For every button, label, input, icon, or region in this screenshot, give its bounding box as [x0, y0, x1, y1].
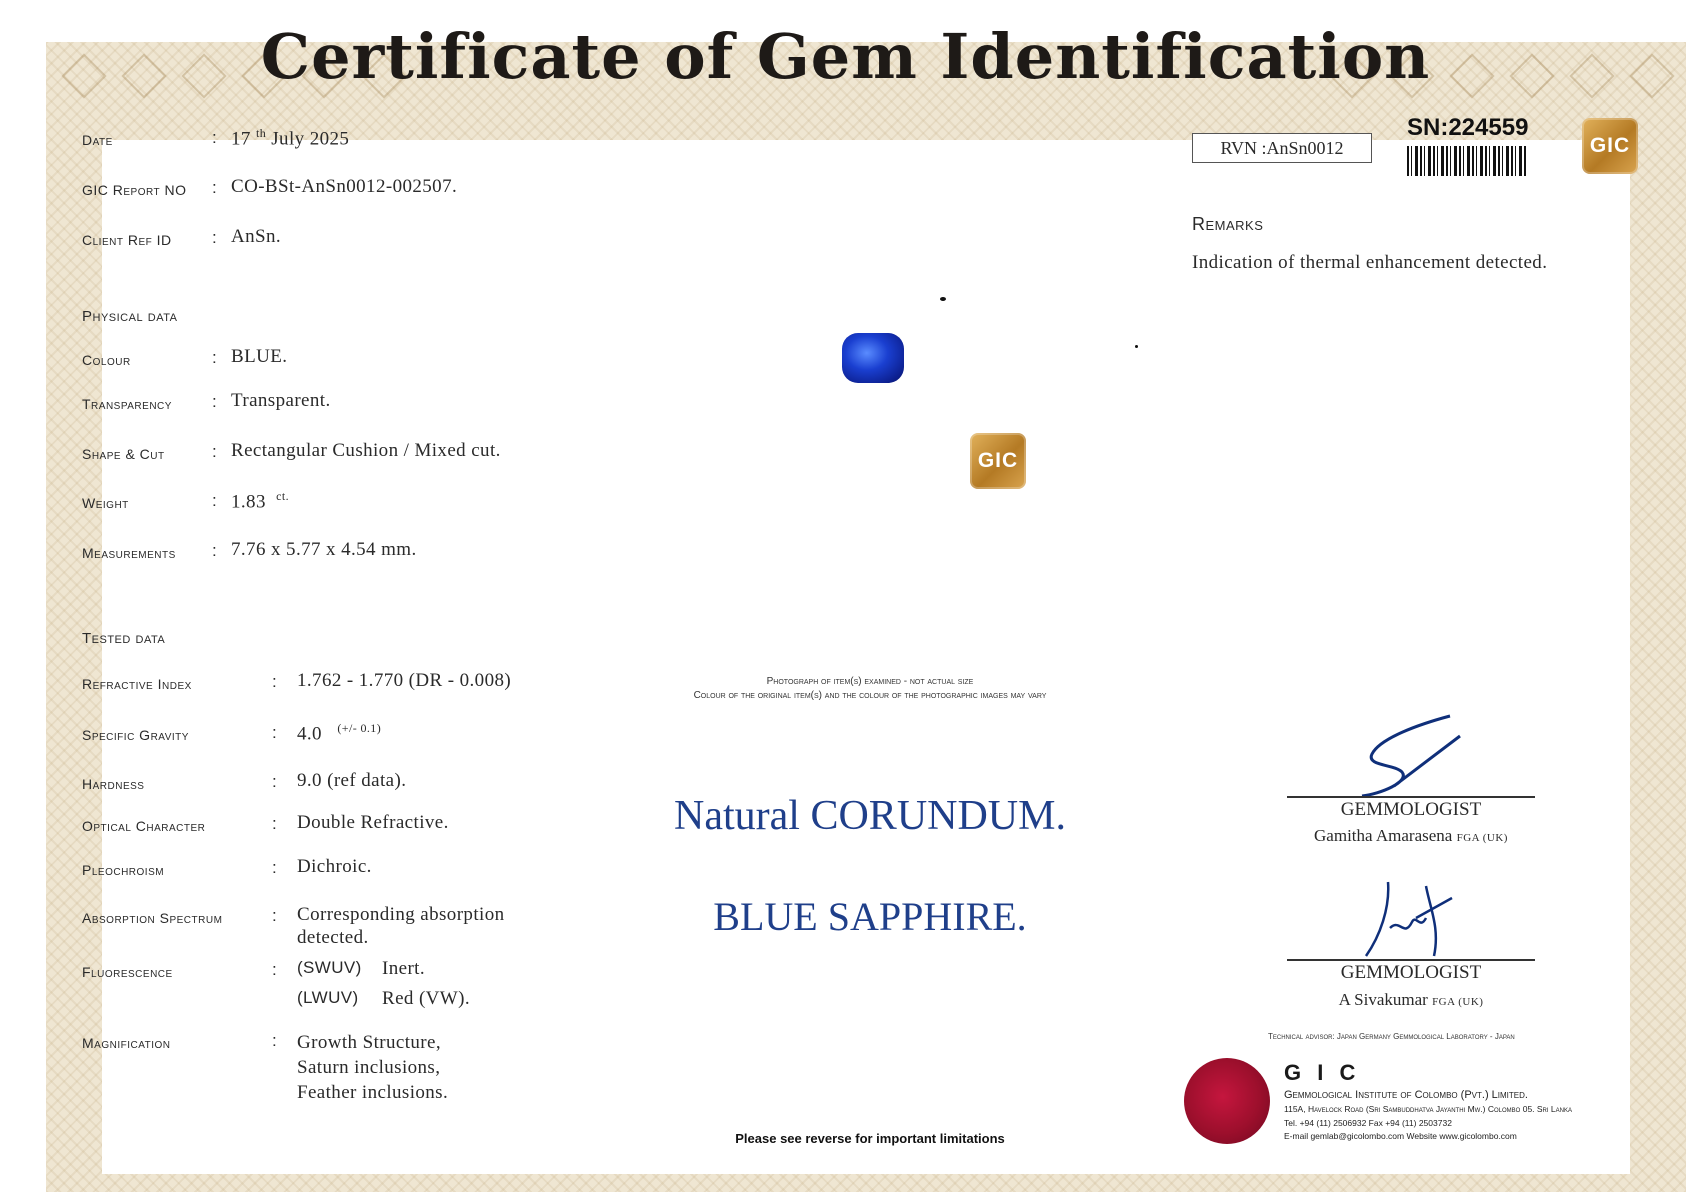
colon: : [212, 348, 217, 367]
hardness-label: Hardness [82, 776, 145, 792]
remarks-text: Indication of thermal enhancement detected. [1192, 252, 1548, 273]
magnification-line3: Feather inclusions. [297, 1082, 449, 1103]
pleochroism-value: Dichroic. [297, 856, 372, 877]
technical-advisor-note: Technical advisor: Japan Germany Gemmological Laboratory - Japan [1268, 1032, 1515, 1041]
gic-logo: G I C [1284, 1060, 1361, 1085]
tested-data-heading: Tested data [82, 630, 166, 647]
colon: : [212, 541, 217, 560]
result-species: Natural CORUNDUM. [674, 793, 1066, 839]
certificate-title: Certificate of Gem Identification [260, 20, 1431, 93]
photo-caption-line2: Colour of the original item(s) and the colour of the photographic images may vary [693, 690, 1047, 701]
colon: : [272, 960, 277, 979]
date-label: Date [82, 132, 113, 148]
colon: : [272, 814, 277, 833]
pleochroism-label: Pleochroism [82, 862, 165, 878]
colour-label: Colour [82, 352, 131, 368]
speck [940, 297, 946, 301]
client-ref-label: Client Ref ID [82, 232, 172, 248]
gic-hologram-badge: GIC [1582, 118, 1638, 174]
date-value: 17 $^{th}$ July 2025 [231, 126, 350, 150]
report-no-label: GIC Report NO [82, 182, 187, 198]
signatory-1-role: GEMMOLOGIST [1340, 799, 1482, 820]
magnification-line2: Saturn inclusions, [297, 1057, 441, 1078]
shape-cut-label: Shape & Cut [82, 446, 165, 462]
weight-label: Weight [82, 495, 129, 511]
signatory-2-role: GEMMOLOGIST [1340, 962, 1482, 983]
signature-1 [1350, 708, 1470, 800]
colon: : [212, 392, 217, 411]
rvn-box: RVN :AnSn0012 [1192, 133, 1372, 163]
colon: : [212, 228, 217, 247]
institute-name: Gemmological Institute of Colombo (Pvt.) Limited. [1284, 1089, 1528, 1101]
colon: : [212, 491, 217, 510]
signatory-2-name: A Sivakumar FGA (UK) [1338, 990, 1484, 1009]
optical-character-value: Double Refractive. [297, 812, 449, 833]
remarks-heading: Remarks [1192, 214, 1264, 234]
fluorescence-label: Fluorescence [82, 964, 173, 980]
swuv-label: (SWUV) [297, 958, 362, 977]
colon: : [272, 772, 277, 791]
shape-cut-value: Rectangular Cushion / Mixed cut. [231, 440, 501, 461]
specific-gravity-label: Specific Gravity [82, 727, 189, 743]
lwuv-value: Red (VW). [382, 988, 471, 1009]
refractive-index-value: 1.762 - 1.770 (DR - 0.008) [297, 670, 512, 691]
serial-number: SN:224559 [1407, 114, 1529, 141]
colon: : [272, 1031, 277, 1050]
colon: : [272, 906, 277, 925]
physical-data-heading: Physical data [82, 308, 178, 325]
refractive-index-label: Refractive Index [82, 676, 192, 692]
absorption-value-line1: Corresponding absorption [297, 904, 505, 925]
client-ref-value: AnSn. [231, 226, 282, 247]
colon: : [272, 858, 277, 877]
institute-contact: Tel. +94 (11) 2506932 Fax +94 (11) 2503732 [1284, 1118, 1452, 1128]
colon: : [212, 178, 217, 197]
measurements-value: 7.76 x 5.77 x 4.54 mm. [231, 539, 417, 560]
transparency-label: Transparency [82, 396, 172, 412]
institute-address: 115A, Havelock Road (Sri Sambuddhatva Jayanthi Mw.) Colombo 05. Sri Lanka [1284, 1104, 1572, 1114]
swuv-value: Inert. [382, 958, 426, 979]
signature-line [1287, 796, 1535, 798]
wax-seal [1184, 1058, 1270, 1144]
barcode [1407, 146, 1527, 176]
certificate-body [102, 140, 1630, 1174]
result-variety: BLUE SAPPHIRE. [713, 894, 1027, 939]
institute-web: E-mail gemlab@gicolombo.com Website www.gicolombo.com [1284, 1131, 1517, 1141]
gemstone-photo [842, 333, 904, 383]
hardness-value: 9.0 (ref data). [297, 770, 407, 791]
colon: : [272, 723, 277, 742]
colour-value: BLUE. [231, 346, 288, 367]
measurements-label: Measurements [82, 545, 176, 561]
absorption-value-line2: detected. [297, 927, 369, 948]
signature-line [1287, 959, 1535, 961]
magnification-label: Magnification [82, 1035, 171, 1051]
colon: : [212, 442, 217, 461]
optical-character-label: Optical Character [82, 818, 206, 834]
colon: : [212, 128, 217, 147]
transparency-value: Transparent. [231, 390, 331, 411]
magnification-line1: Growth Structure, [297, 1032, 441, 1053]
weight-value: 1.83 $^{ct.}$ [231, 489, 290, 513]
signature-2 [1360, 878, 1460, 962]
gic-hologram-badge: GIC [970, 433, 1026, 489]
certificate-border [46, 42, 1686, 1192]
signatory-1-name: Gamitha Amarasena FGA (UK) [1314, 826, 1508, 845]
speck [1135, 345, 1138, 348]
colon: : [272, 672, 277, 691]
lwuv-label: (LWUV) [297, 988, 359, 1007]
report-no-value: CO-BSt-AnSn0012-002507. [231, 176, 458, 197]
specific-gravity-value: 4.0 $^{(+/- 0.1)}$ [297, 721, 382, 745]
photo-caption-line1: Photograph of item(s) examined - not actual size [766, 676, 974, 687]
absorption-spectrum-label: Absorption Spectrum [82, 910, 223, 926]
reverse-note: Please see reverse for important limitations [735, 1131, 1005, 1146]
